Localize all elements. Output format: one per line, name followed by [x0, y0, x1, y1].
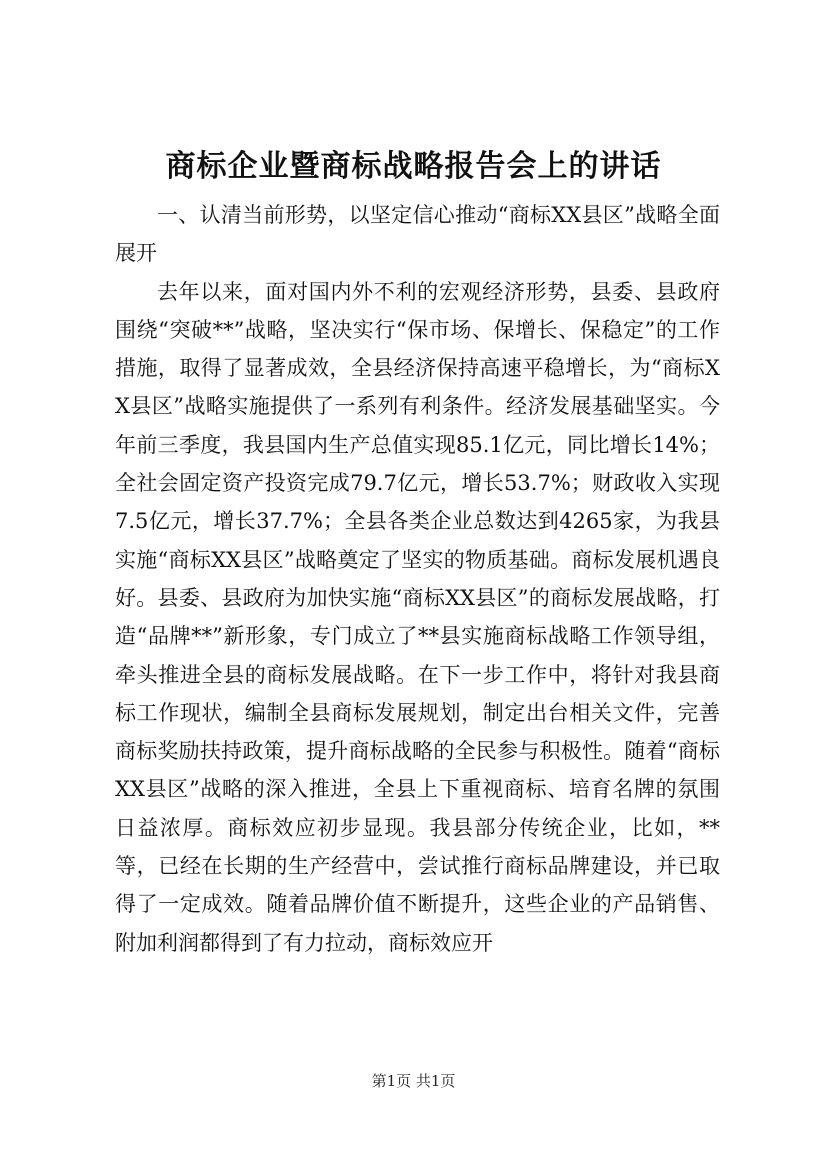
- page-footer: 第1页 共1页: [371, 1072, 456, 1090]
- document-body: [115, 196, 720, 962]
- document-title: 商标企业暨商标战略报告会上的讲话: [165, 149, 662, 184]
- section-heading: 一、认清当前形势，以坚定信心推动“商标XX县区”战略全面展开: [115, 203, 720, 266]
- body-paragraph: 去年以来，面对国内外不利的宏观经济形势，县委、县政府围绕“突破**”战略，坚决实行“保市场、保增长、保稳定”的工作措施，取得了显著成效，全县经济保持高速平稳增长，为“商标XX县区”战略实施提供了一系列有利条件。经济发展基础坚实。今年前三季度，我县国内生产总值实现85.1亿元，同比增长14%；全社会固定资产投资完成79.7亿元，增长53.7%；财政收入实现7.5亿元，增长37.7%；全县各类企业总数达到4265家，为我县实施“商标XX县区”战略奠定了坚实的物质基础。商标发展机遇良好。县委、县政府为加快实施“商标XX县区”的商标发展战略，打造“品牌**”新形象，专门成立了**县实施商标战略工作领导组，牵头推进全县的商标发展战略。在下一步工作中，将针对我县商标工作现状，编制全县商标发展规划，制定出台相关文件，完善商标奖励扶持政策，提升商标战略的全民参与积极性。随着“商标XX县区”战略的深入推进，全县上下重视商标、培育名牌的氛围日益浓厚。商标效应初步显现。我县部分传统企业，比如，**等，已经在长期的生产经营中，尝试推行商标品牌建设，并已取得了一定成效。随着品牌价值不断提升，这些企业的产品销售、附加利润都得到了有力拉动，商标效应开: [115, 279, 720, 955]
